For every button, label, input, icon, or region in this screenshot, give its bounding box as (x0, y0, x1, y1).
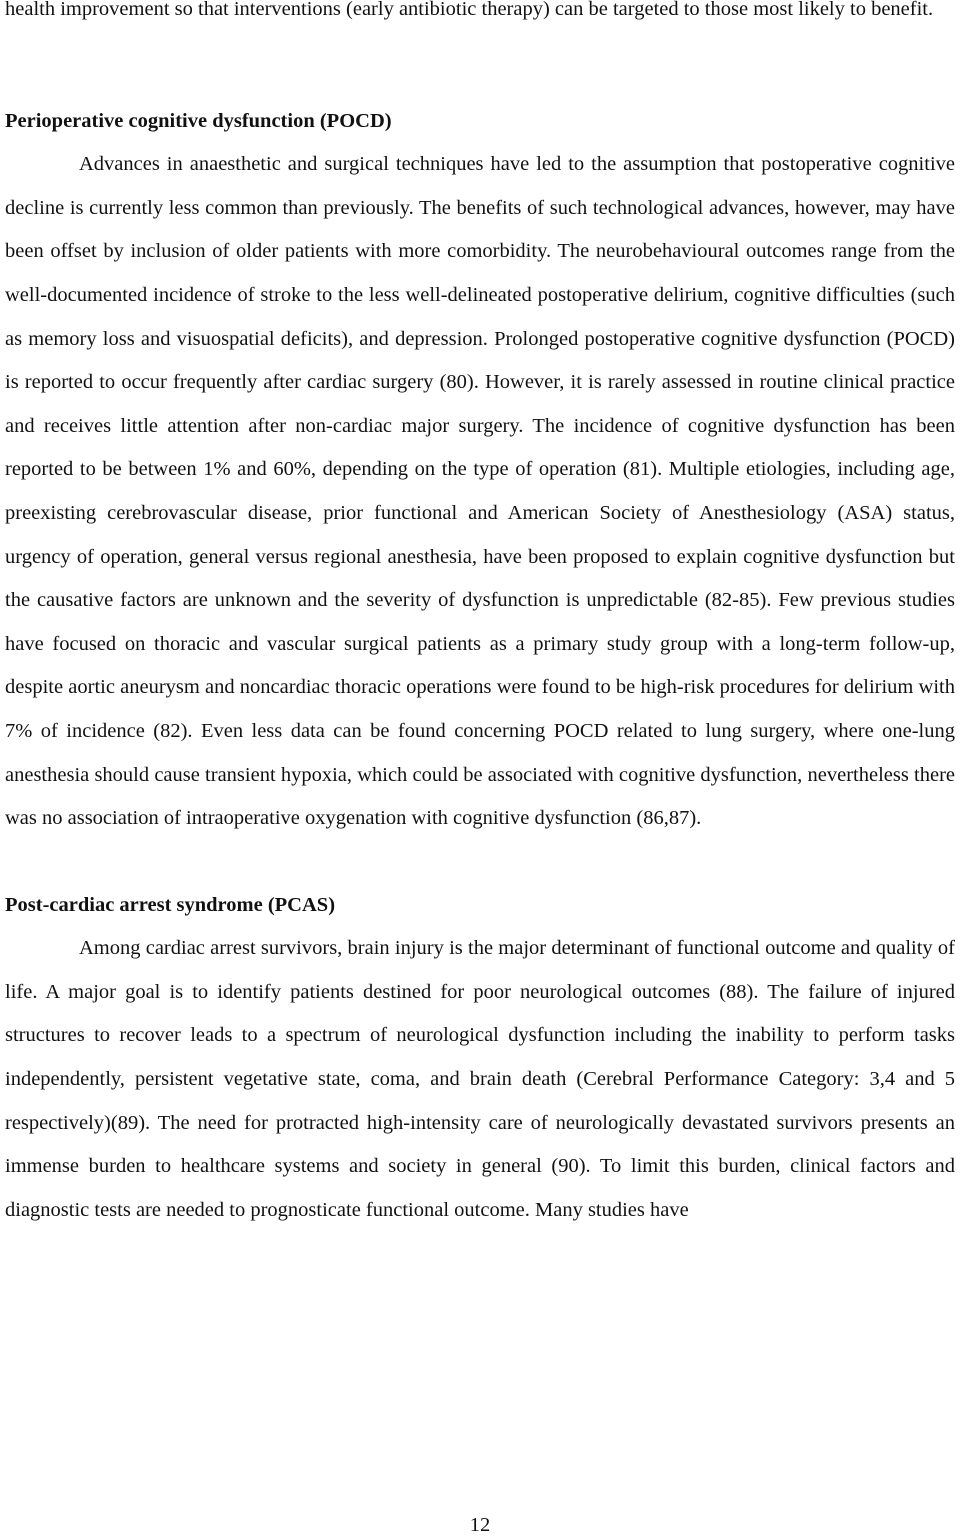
section-paragraph-pocd: Advances in anaesthetic and surgical techniques have led to the assumption that postoperative cognitive decline is currently less common than previously. The benefits of such technological advances, however, may have been offset by inclusion of older patients with more comorbidity. The neurobehavioural outcomes range from the well-documented incidence of stroke to the less well-delineated postoperative delirium, cognitive difficulties (such as memory loss and visuospatial deficits), and depression. Prolonged postoperative cognitive dysfunction (POCD) is reported to occur frequently after cardiac surgery (80). However, it is rarely assessed in routine clinical practice and receives little attention after non-cardiac major surgery. The incidence of cognitive dysfunction has been reported to be between 1% and 60%, depending on the type of operation (81). Multiple etiologies, including age, preexisting cerebrovascular disease, prior functional and American Society of Anesthesiology (ASA) status, urgency of operation, general versus regional anesthesia, have been proposed to explain cognitive dysfunction but the causative factors are unknown and the severity of dysfunction is unpredictable (82-85). Few previous studies have focused on thoracic and vascular surgical patients as a primary study group with a long-term follow-up, despite aortic aneurysm and noncardiac thoracic operations were found to be high-risk procedures for delirium with 7% of incidence (82). Even less data can be found concerning POCD related to lung surgery, where one-lung anesthesia should cause transient hypoxia, which could be associated with cognitive dysfunction, nevertheless there was no association of intraoperative oxygenation with cognitive dysfunction (86,87). (5, 153, 955, 830)
page-number: 12 (469, 1514, 491, 1536)
section-heading-pcas: Post-cardiac arrest syndrome (PCAS) (5, 893, 336, 916)
carryover-paragraph: health improvement so that interventions (early antibiotic therapy) can be targeted to those most likely to benefit. (5, 0, 934, 20)
document-page (5, 0, 955, 1232)
section-paragraph-pcas: Among cardiac arrest survivors, brain injury is the major determinant of functional outcome and quality of life. A major goal is to identify patients destined for poor neurological outcomes (88). The failure of injured structures to recover leads to a spectrum of neurological dysfunction including the inability to perform tasks independently, persistent vegetative state, coma, and brain death (Cerebral Performance Category: 3,4 and 5 respectively)(89). The need for protracted high-intensity care of neurologically devastated survivors presents an immense burden to healthcare systems and society in general (90). To limit this burden, clinical factors and diagnostic tests are needed to prognosticate functional outcome. Many studies have (5, 937, 955, 1221)
section-heading-pocd: Perioperative cognitive dysfunction (POCD) (5, 109, 392, 132)
